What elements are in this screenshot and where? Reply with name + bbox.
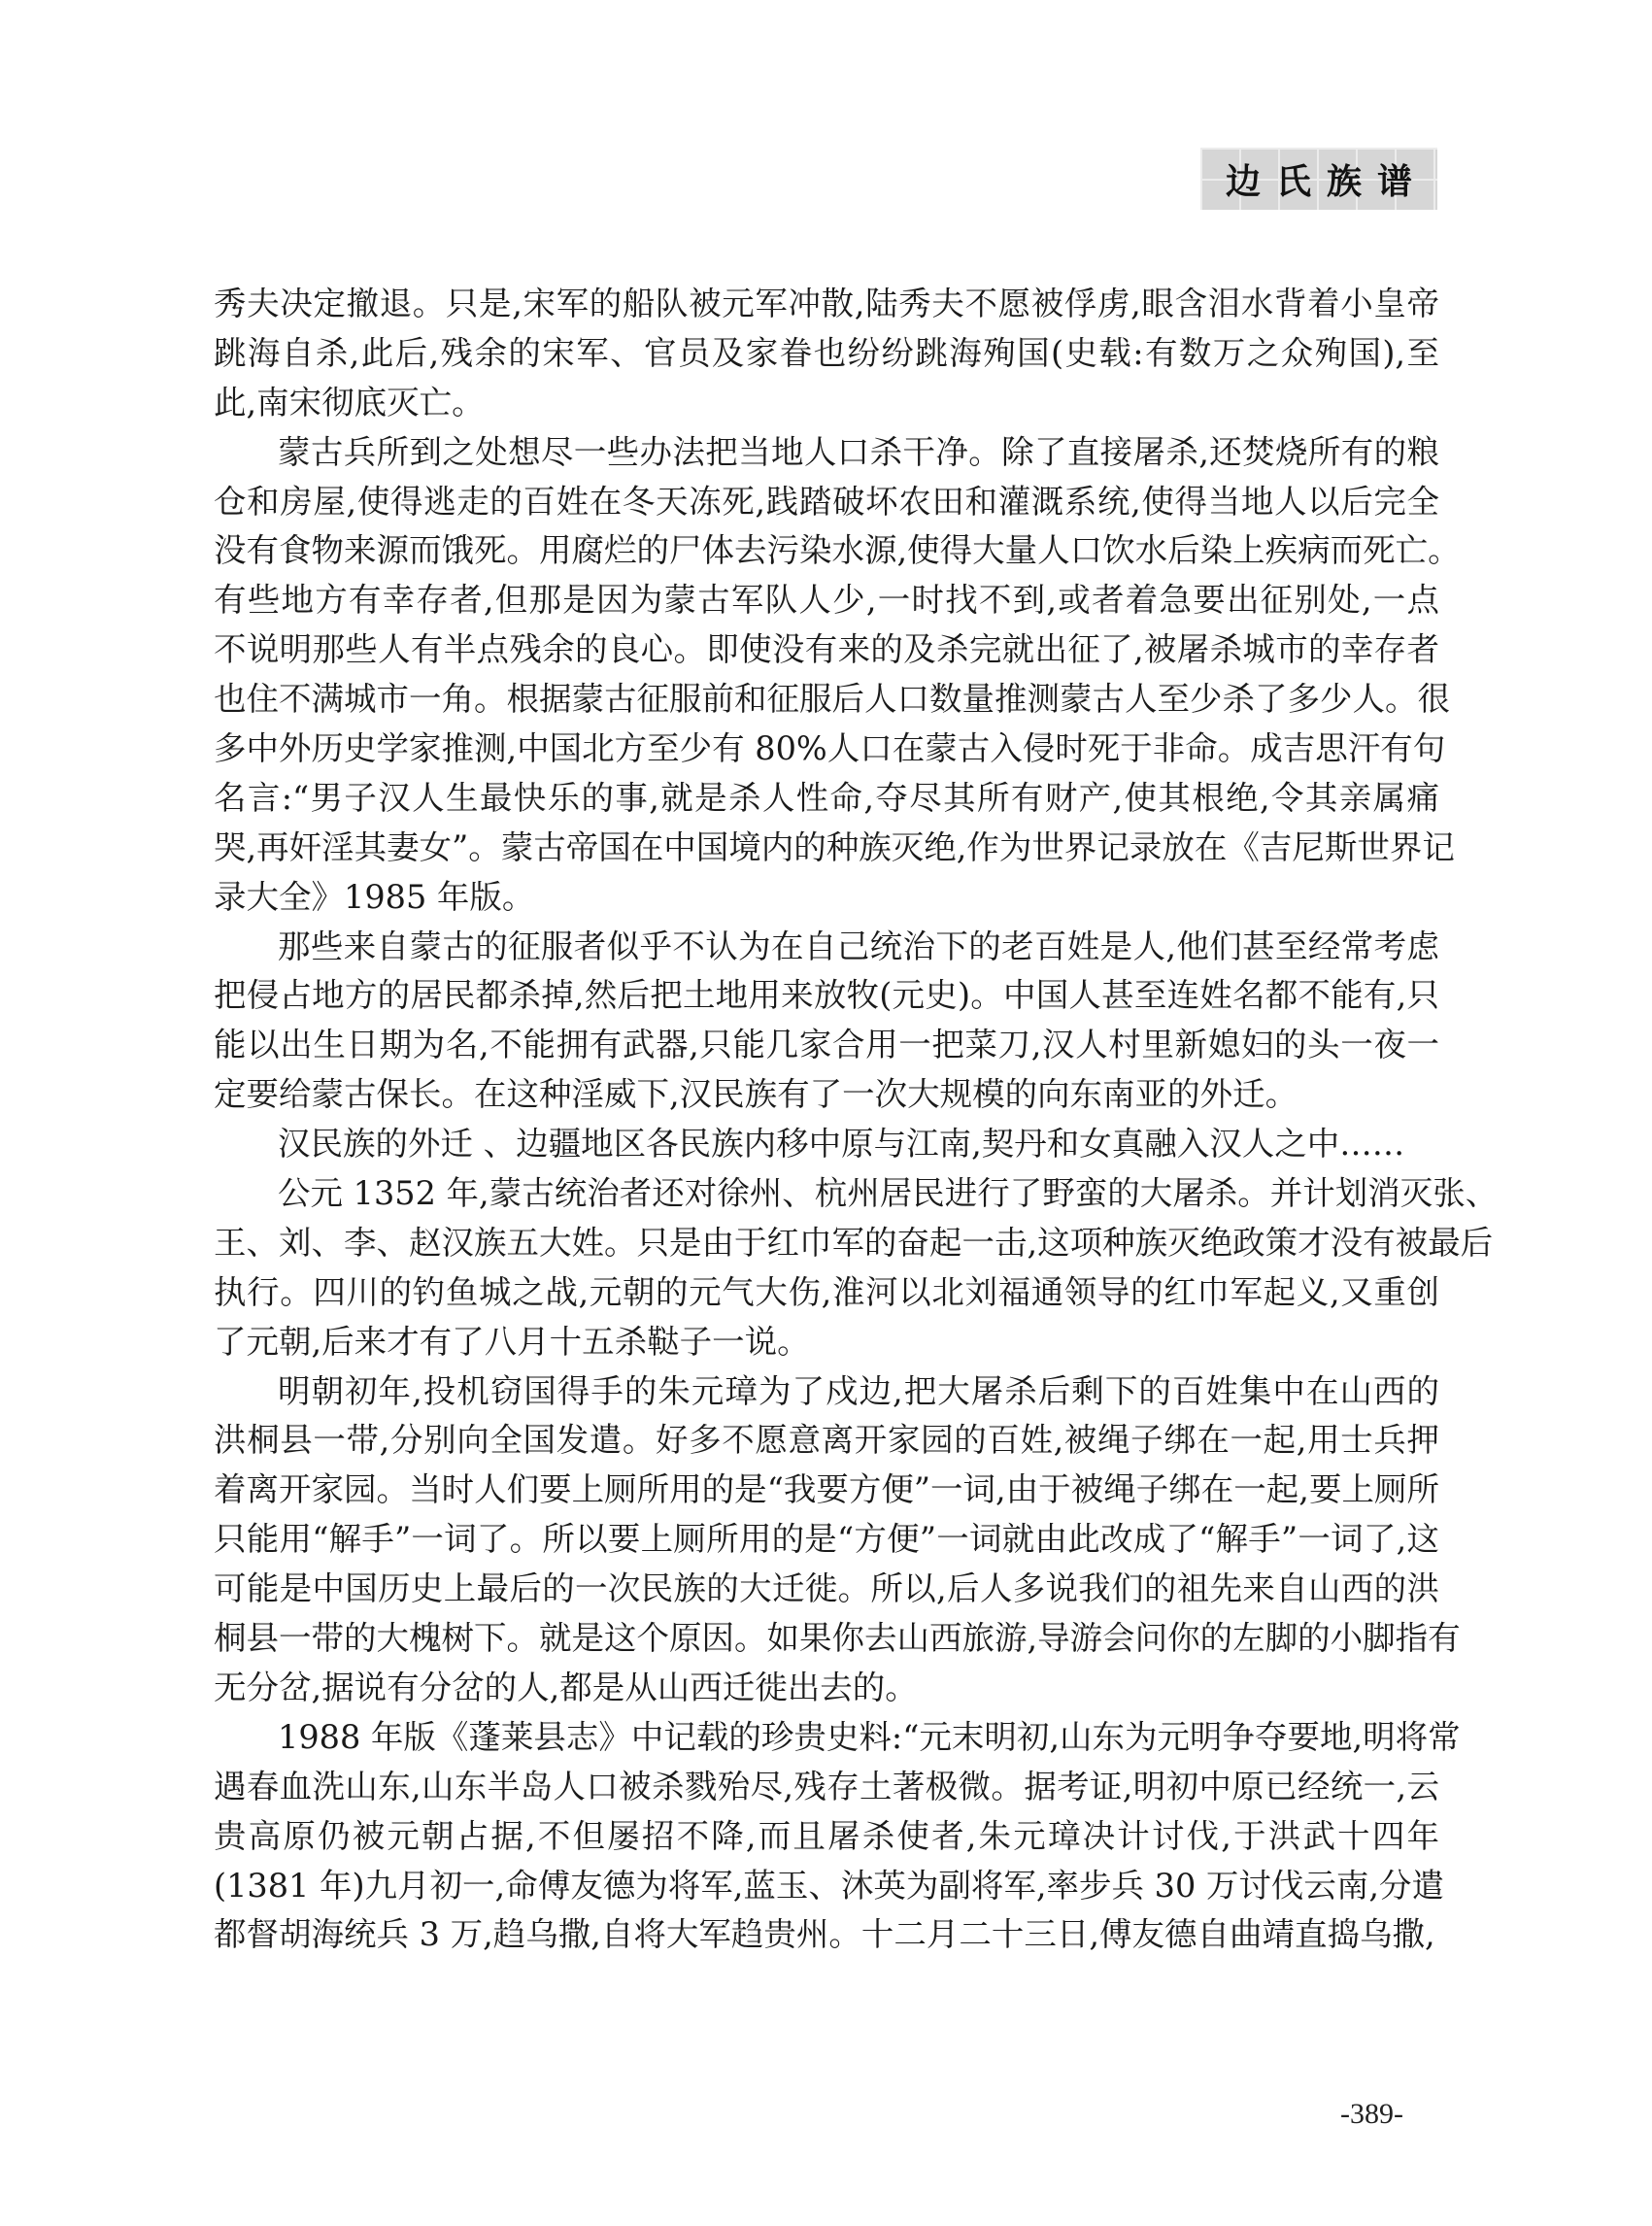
text-line: 跳海自杀,此后,残余的宋军、官员及家眷也纷纷跳海殉国(史载:有数万之众殉国),至 [214,333,1439,372]
text-line: 明朝初年,投机窃国得手的朱元璋为了戍边,把大屠杀后剩下的百姓集中在山西的 [278,1371,1439,1410]
page-number: -389- [1340,2098,1403,2130]
paragraph [214,1367,1461,1713]
text-line: 那些来自蒙古的征服者似乎不认为在自己统治下的老百姓是人,他们甚至经常考虑 [278,927,1439,965]
paragraph [214,1120,1439,1169]
text-line: 录大全》1985 年版。 [214,877,535,916]
text-line: 遇春血洗山东,山东半岛人口被杀戮殆尽,残存土著极微。据考证,明初中原已经统一,云 [214,1767,1439,1805]
text-line: 蒙古兵所到之处想尽一些办法把当地人口杀干净。除了直接屠杀,还焚烧所有的粮 [278,432,1439,471]
text-line: 仓和房屋,使得逃走的百姓在冬天冻死,践踏破坏农田和灌溉系统,使得当地人以后完全 [214,482,1439,521]
text-line: 能以出生日期为名,不能拥有武器,只能几家合用一把菜刀,汉人村里新媳妇的头一夜一 [214,1026,1439,1064]
text-line: 此,南宋彻底灭亡。 [214,383,485,422]
running-header-title: 边氏族谱 [1225,160,1428,202]
text-line: 哭,再奸淫其妻女”。蒙古帝国在中国境内的种族灭绝,作为世界记录放在《吉尼斯世界记 [214,827,1455,866]
text-line: (1381 年)九月初一,命傅友德为将军,蓝玉、沐英为副将军,率步兵 30 万讨伐云南,分遣 [214,1866,1445,1905]
text-line: 都督胡海统兵 3 万,趋乌撒,自将大军趋贵州。十二月二十三日,傅友德自曲靖直捣乌撒, [214,1915,1435,1954]
text-line: 不说明那些人有半点残余的良心。即使没有来的及杀完就出征了,被屠杀城市的幸存者 [214,630,1439,669]
text-line: 也住不满城市一角。根据蒙古征服前和征服后人口数量推测蒙古人至少杀了多少人。很 [214,680,1450,719]
running-header-box [1200,148,1437,210]
text-line: 汉民族的外迁 、边疆地区各民族内移中原与江南,契丹和女真融入汉人之中…… [278,1125,1405,1164]
text-line: 定要给蒙古保长。在这种淫威下,汉民族有了一次大规模的向东南亚的外迁。 [214,1075,1298,1114]
paragraph [214,1169,1499,1367]
text-line: 没有食物来源而饿死。用腐烂的尸体去污染水源,使得大量人口饮水后染上疾病而死亡。 [214,531,1461,570]
text-line: 贵高原仍被元朝占据,不但屡招不降,而且屠杀使者,朱元璋决计讨伐,于洪武十四年 [214,1816,1439,1855]
text-line: 1988 年版《蓬莱县志》中记载的珍贵史料:“元末明初,山东为元明争夺要地,明将常 [278,1717,1461,1756]
text-line: 了元朝,后来才有了八月十五杀鞑子一说。 [214,1322,810,1361]
paragraph [214,428,1461,923]
text-line: 执行。四川的钓鱼城之战,元朝的元气大伤,淮河以北刘福通领导的红巾军起义,又重创 [214,1272,1439,1311]
text-line: 秀夫决定撤退。只是,宋军的船队被元军冲散,陆秀夫不愿被俘虏,眼含泪水背着小皇帝 [214,285,1439,322]
text-line: 桐县一带的大槐树下。就是这个原因。如果你去山西旅游,导游会问你的左脚的小脚指有 [214,1619,1461,1658]
body-text [214,280,1499,1960]
text-line: 可能是中国历史上最后的一次民族的大迁徙。所以,后人多说我们的祖先来自山西的洪 [214,1569,1439,1608]
text-line: 把侵占地方的居民都杀掉,然后把土地用来放牧(元史)。中国人甚至连姓名都不能有,只 [214,976,1439,1015]
text-line: 洪桐县一带,分别向全国发遣。好多不愿意离开家园的百姓,被绳子绑在一起,用士兵押 [214,1421,1439,1460]
text-line: 着离开家园。当时人们要上厕所用的是“我要方便”一词,由于被绳子绑在一起,要上厕所 [214,1470,1439,1509]
text-line: 只能用“解手”一词了。所以要上厕所用的是“方便”一词就由此改成了“解手”一词了,这 [214,1520,1439,1559]
text-line: 无分岔,据说有分岔的人,都是从山西迁徙出去的。 [214,1668,918,1706]
text-line: 公元 1352 年,蒙古统治者还对徐州、杭州居民进行了野蛮的大屠杀。并计划消灭张、 [278,1174,1499,1213]
paragraph [214,923,1439,1121]
text-line: 有些地方有幸存者,但那是因为蒙古军队人少,一时找不到,或者着急要出征别处,一点 [214,581,1439,620]
text-line: 多中外历史学家推测,中国北方至少有 80%人口在蒙古入侵时死于非命。成吉思汗有句 [214,729,1446,768]
text-line: 名言:“男子汉人生最快乐的事,就是杀人性命,夺尽其所有财产,使其根绝,令其亲属痛 [214,778,1439,817]
paragraph [214,1713,1461,1960]
text-line: 王、刘、李、赵汉族五大姓。只是由于红巾军的奋起一击,这项种族灭绝政策才没有被最后 [214,1223,1494,1262]
paragraph [214,280,1439,428]
